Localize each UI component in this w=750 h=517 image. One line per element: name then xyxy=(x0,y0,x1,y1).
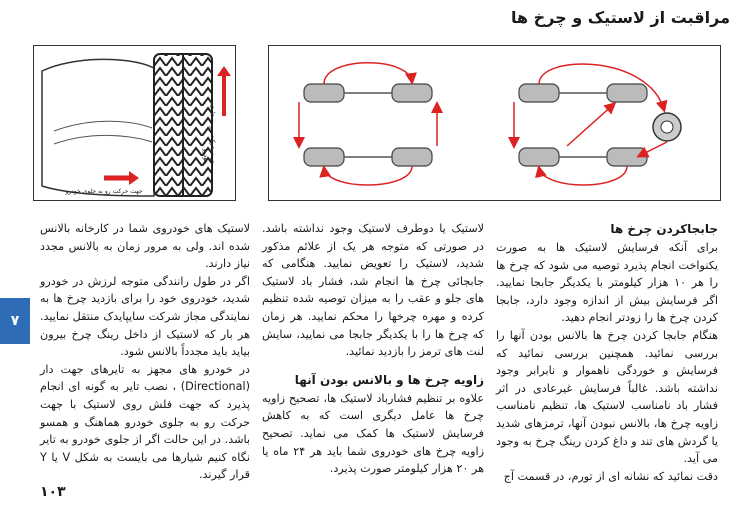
paragraph: هنگام جابجا کردن چرخ ها بالانس بودن آنها را بررسی نمائید. همچنین بررسی نمائید که فرسایش و خوردگی ناهموار و نابرابر وجود نداشته باشد. غالباً فرسایش غیرعادی در اثر فشار باد نامناسب لاستیک ها، تنظیم نامناسب زاویه چرخ ها، بالانس نبودن آنها، ترمزهای شدید یا گردش های تند و داغ کردن رینگ چرخ به وجود می آید. xyxy=(496,328,718,466)
page-title: مراقبت از لاستیک و چرخ ها xyxy=(511,8,730,27)
rotation-diagrams xyxy=(269,46,720,200)
column-middle xyxy=(262,220,484,478)
tire-direction-label-bottom: جهت حرکت رو به جلوی خودرو xyxy=(65,188,143,195)
wheel-rotation-figure xyxy=(268,45,721,201)
paragraph: دقت نمائید که نشانه ای از تورم، در قسمت آج xyxy=(503,469,718,483)
five-wheel-rotation xyxy=(514,64,681,185)
four-wheel-rotation xyxy=(299,63,437,185)
tire-figure xyxy=(33,45,236,201)
section-heading-alignment: زاویه چرخ ها و بالانس بودن آنها xyxy=(294,372,484,387)
page-number: ۱۰۳ xyxy=(40,484,66,500)
column-left xyxy=(40,220,250,484)
section-heading-rotation: جابجاکردن چرخ ها xyxy=(610,222,718,236)
paragraph: اگر در طول رانندگی متوجه لرزش در خودرو شدید، خودروی خود را برای بازدید چرخ ها به نمایندگی مجاز شرکت سایپایدک منتقل نمایید. هر بار که لاستیک از داخل رینگ چرخ بیرون بیاید باید مجدداً بالانس شود. xyxy=(40,274,250,359)
chapter-tab: ۷ xyxy=(0,298,30,344)
paragraph: علاوه بر تنظیم فشارباد لاستیک ها، تصحیح زاویه چرخ ها عامل دیگری است که به کاهش فرسایش لاستیک ها کمک می نماید. تصحیح زاویه چرخ های خودروی شما باید هر ۲۴ ماه یا هر ۲۰ هزار کیلومتر صورت پذیرد. xyxy=(262,391,484,476)
paragraph: برای آنکه فرسایش لاستیک ها به صورت یکنواخت انجام پذیرد توصیه می شود که چرخ ها را هر ۱۰ هزار کیلومتر با یکدیگر جابجا نمایید. اگر فرسایش بیش از اندازه وجود دارد، جابجا کردن چرخ ها را زودتر انجام دهید. xyxy=(496,241,718,325)
paragraph: لاستیک یا دوطرف لاستیک وجود نداشته باشد. در صورتی که متوجه هر یک از علائم مذکور شدید، لاستیک را تعویض نمایید. هنگامی که جابجائی چرخ ها انجام شد، فشار باد لاستیک های جلو و عقب را به میزان توصیه شده تنظیم کرده و مهره چرخها را محکم نمایید. هر زمان که چرخ ها را با یکدیگر جابجا می نمایید، سایش لنت های ترمز را بازدید نمائید. xyxy=(262,222,484,359)
column-right xyxy=(496,220,718,485)
paragraph: در خودرو های مجهز به تایرهای جهت دار (Directional) ، نصب تایر به گونه ای انجام پذیرد که جهت فلش روی لاستیک با جهت حرکت رو به جلوی خودرو هماهنگ و همسو باشد. در این حالت اگر از جلوی خودرو به تایر نگاه کنیم شیارها می بایست به شکل V یا Y قرار گیرند. xyxy=(40,362,250,482)
tire-direction-label-side: جهت حرکت رو به جلوی خودرو xyxy=(202,104,216,164)
paragraph: لاستیک های خودروی شما در کارخانه بالانس شده اند. ولی به مرور زمان به بالانس مجدد نیاز دارند. xyxy=(40,222,250,271)
